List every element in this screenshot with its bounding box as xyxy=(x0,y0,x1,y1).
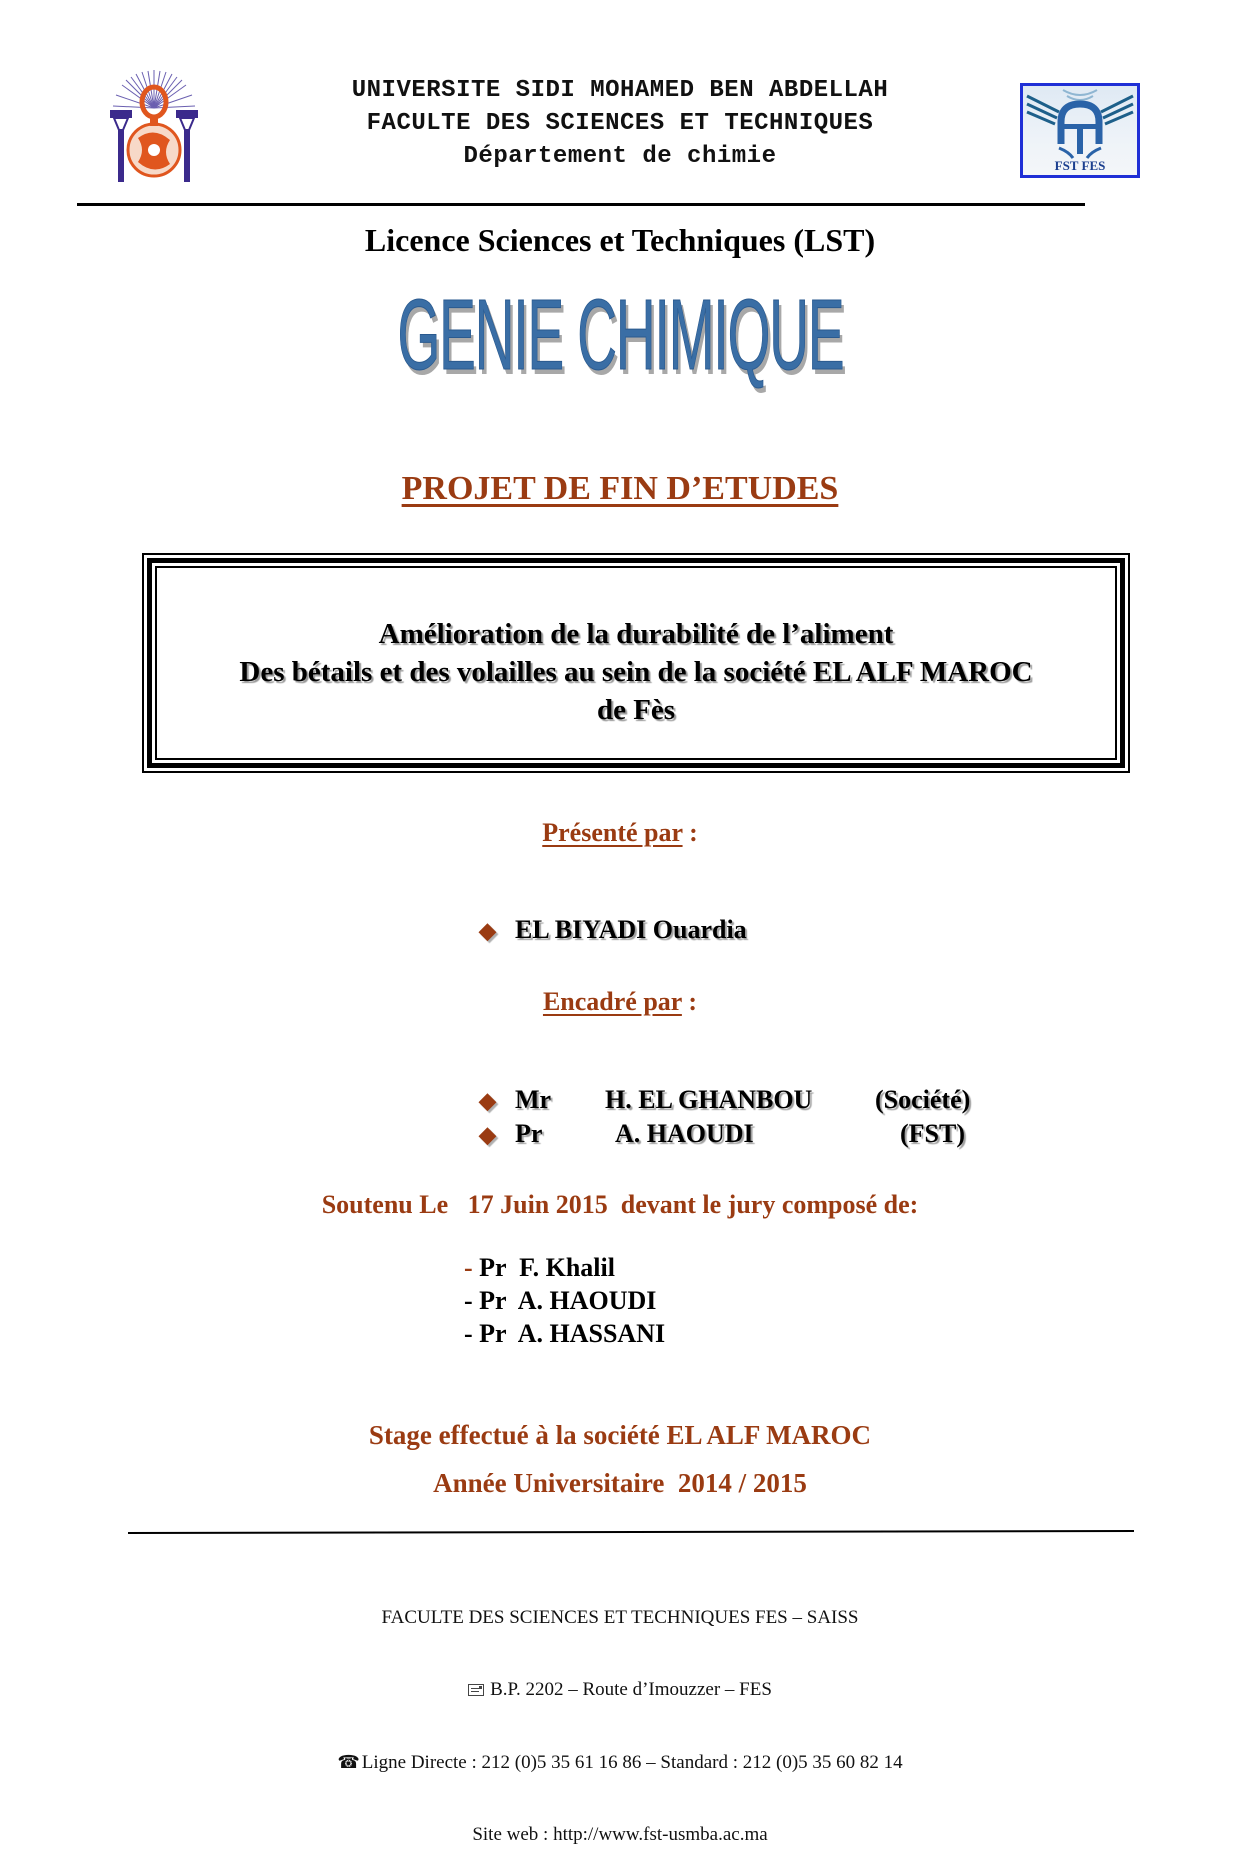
footer-address: B.P. 2202 – Route d’Imouzzer – FES xyxy=(490,1679,772,1700)
footer-institution: FACULTE DES SCIENCES ET TECHNIQUES FES – SAISS xyxy=(381,1607,859,1628)
institution-header xyxy=(230,74,1010,173)
jury-dash: - xyxy=(464,1319,473,1348)
presented-by-colon: : xyxy=(682,818,698,847)
jury-title: Pr xyxy=(479,1286,507,1315)
academic-year-label: Année Universitaire xyxy=(433,1468,665,1498)
supervisor-name: A. HAOUDI xyxy=(615,1119,754,1148)
supervisor-row xyxy=(466,1089,965,1149)
title-box-inner xyxy=(155,566,1117,760)
footer-phone-row xyxy=(0,1750,1240,1775)
jury-name: F. Khalil xyxy=(519,1253,615,1282)
student-name: EL BIYADI Ouardia xyxy=(515,915,747,944)
project-title-line-1: Amélioration de la durabilité de l’aliment xyxy=(378,618,894,650)
diamond-bullet-icon: ◆ xyxy=(479,1088,496,1113)
diamond-bullet-icon: ◆ xyxy=(479,1122,496,1147)
phone-icon: ☎ xyxy=(337,1752,360,1772)
project-title-box xyxy=(142,553,1130,773)
supervisor-affiliation: (Société) xyxy=(875,1085,971,1114)
student-row xyxy=(466,885,747,945)
supervisor-affiliation: (FST) xyxy=(900,1119,965,1148)
fst-fes-logo xyxy=(1020,83,1140,178)
jury-member xyxy=(464,1253,615,1283)
academic-year-value: 2014 / 2015 xyxy=(677,1468,807,1498)
fst-fes-label: FST FES xyxy=(1054,158,1106,173)
supervised-by-colon: : xyxy=(681,987,698,1016)
jury-dash: - xyxy=(464,1286,473,1315)
footer-website[interactable]: Site web : http://www.fst-usmba.ac.ma xyxy=(472,1824,768,1845)
presented-by-label xyxy=(0,818,1240,848)
supervisor-name: H. EL GHANBOU xyxy=(605,1085,813,1114)
defense-statement xyxy=(0,1190,1240,1220)
program-title: Licence Sciences et Techniques (LST) xyxy=(364,222,876,258)
jury-member xyxy=(464,1319,665,1349)
jury-name: A. HASSANI xyxy=(517,1319,666,1348)
supervisor-title: Pr xyxy=(515,1119,543,1148)
department-name: Département de chimie xyxy=(463,143,777,170)
jury-name: A. HAOUDI xyxy=(517,1286,657,1315)
university-emblem-logo xyxy=(108,68,200,186)
diamond-bullet-icon: ◆ xyxy=(479,918,496,943)
footer-divider xyxy=(128,1530,1134,1534)
mail-icon xyxy=(468,1684,484,1696)
document-type-heading xyxy=(0,470,1240,508)
university-name: UNIVERSITE SIDI MOHAMED BEN ABDELLAH xyxy=(351,77,889,104)
project-title-line-3: de Fès xyxy=(596,694,676,726)
header-divider xyxy=(77,203,1085,206)
jury-dash: - xyxy=(464,1253,473,1282)
title-box-middle-border xyxy=(147,558,1125,768)
jury-title: Pr xyxy=(479,1253,507,1282)
defense-date: 17 Juin 2015 xyxy=(467,1190,608,1219)
usmba-emblem-icon xyxy=(108,68,200,186)
footer-address-row xyxy=(0,1678,1240,1702)
footer-phone: Ligne Directe : 212 (0)5 35 61 16 86 – Standard : 212 (0)5 35 60 82 14 xyxy=(361,1752,903,1773)
jury-member xyxy=(464,1286,656,1316)
project-title-line-2: Des bétails et des volailles au sein de la société EL ALF MAROC xyxy=(239,656,1033,688)
supervised-by-label xyxy=(0,987,1240,1017)
document-type-label: PROJET DE FIN D’ETUDES xyxy=(401,470,839,507)
defense-suffix: devant le jury composé de: xyxy=(620,1190,919,1219)
internship-statement: Stage effectué à la société EL ALF MAROC xyxy=(368,1420,872,1450)
academic-year xyxy=(0,1468,1240,1499)
supervised-by-text: Encadré par xyxy=(542,987,682,1016)
supervisor-title: Mr xyxy=(515,1085,552,1114)
specialty-wordart xyxy=(0,280,1240,390)
presented-by-text: Présenté par xyxy=(542,818,683,847)
footer-contact xyxy=(0,1558,1240,1871)
defense-prefix: Soutenu Le xyxy=(321,1190,449,1219)
jury-title: Pr xyxy=(479,1319,507,1348)
specialty-title: GENIE CHIMIQUE xyxy=(396,279,844,391)
fst-fes-logo-icon xyxy=(1023,86,1137,175)
faculty-name: FACULTE DES SCIENCES ET TECHNIQUES xyxy=(366,110,874,137)
